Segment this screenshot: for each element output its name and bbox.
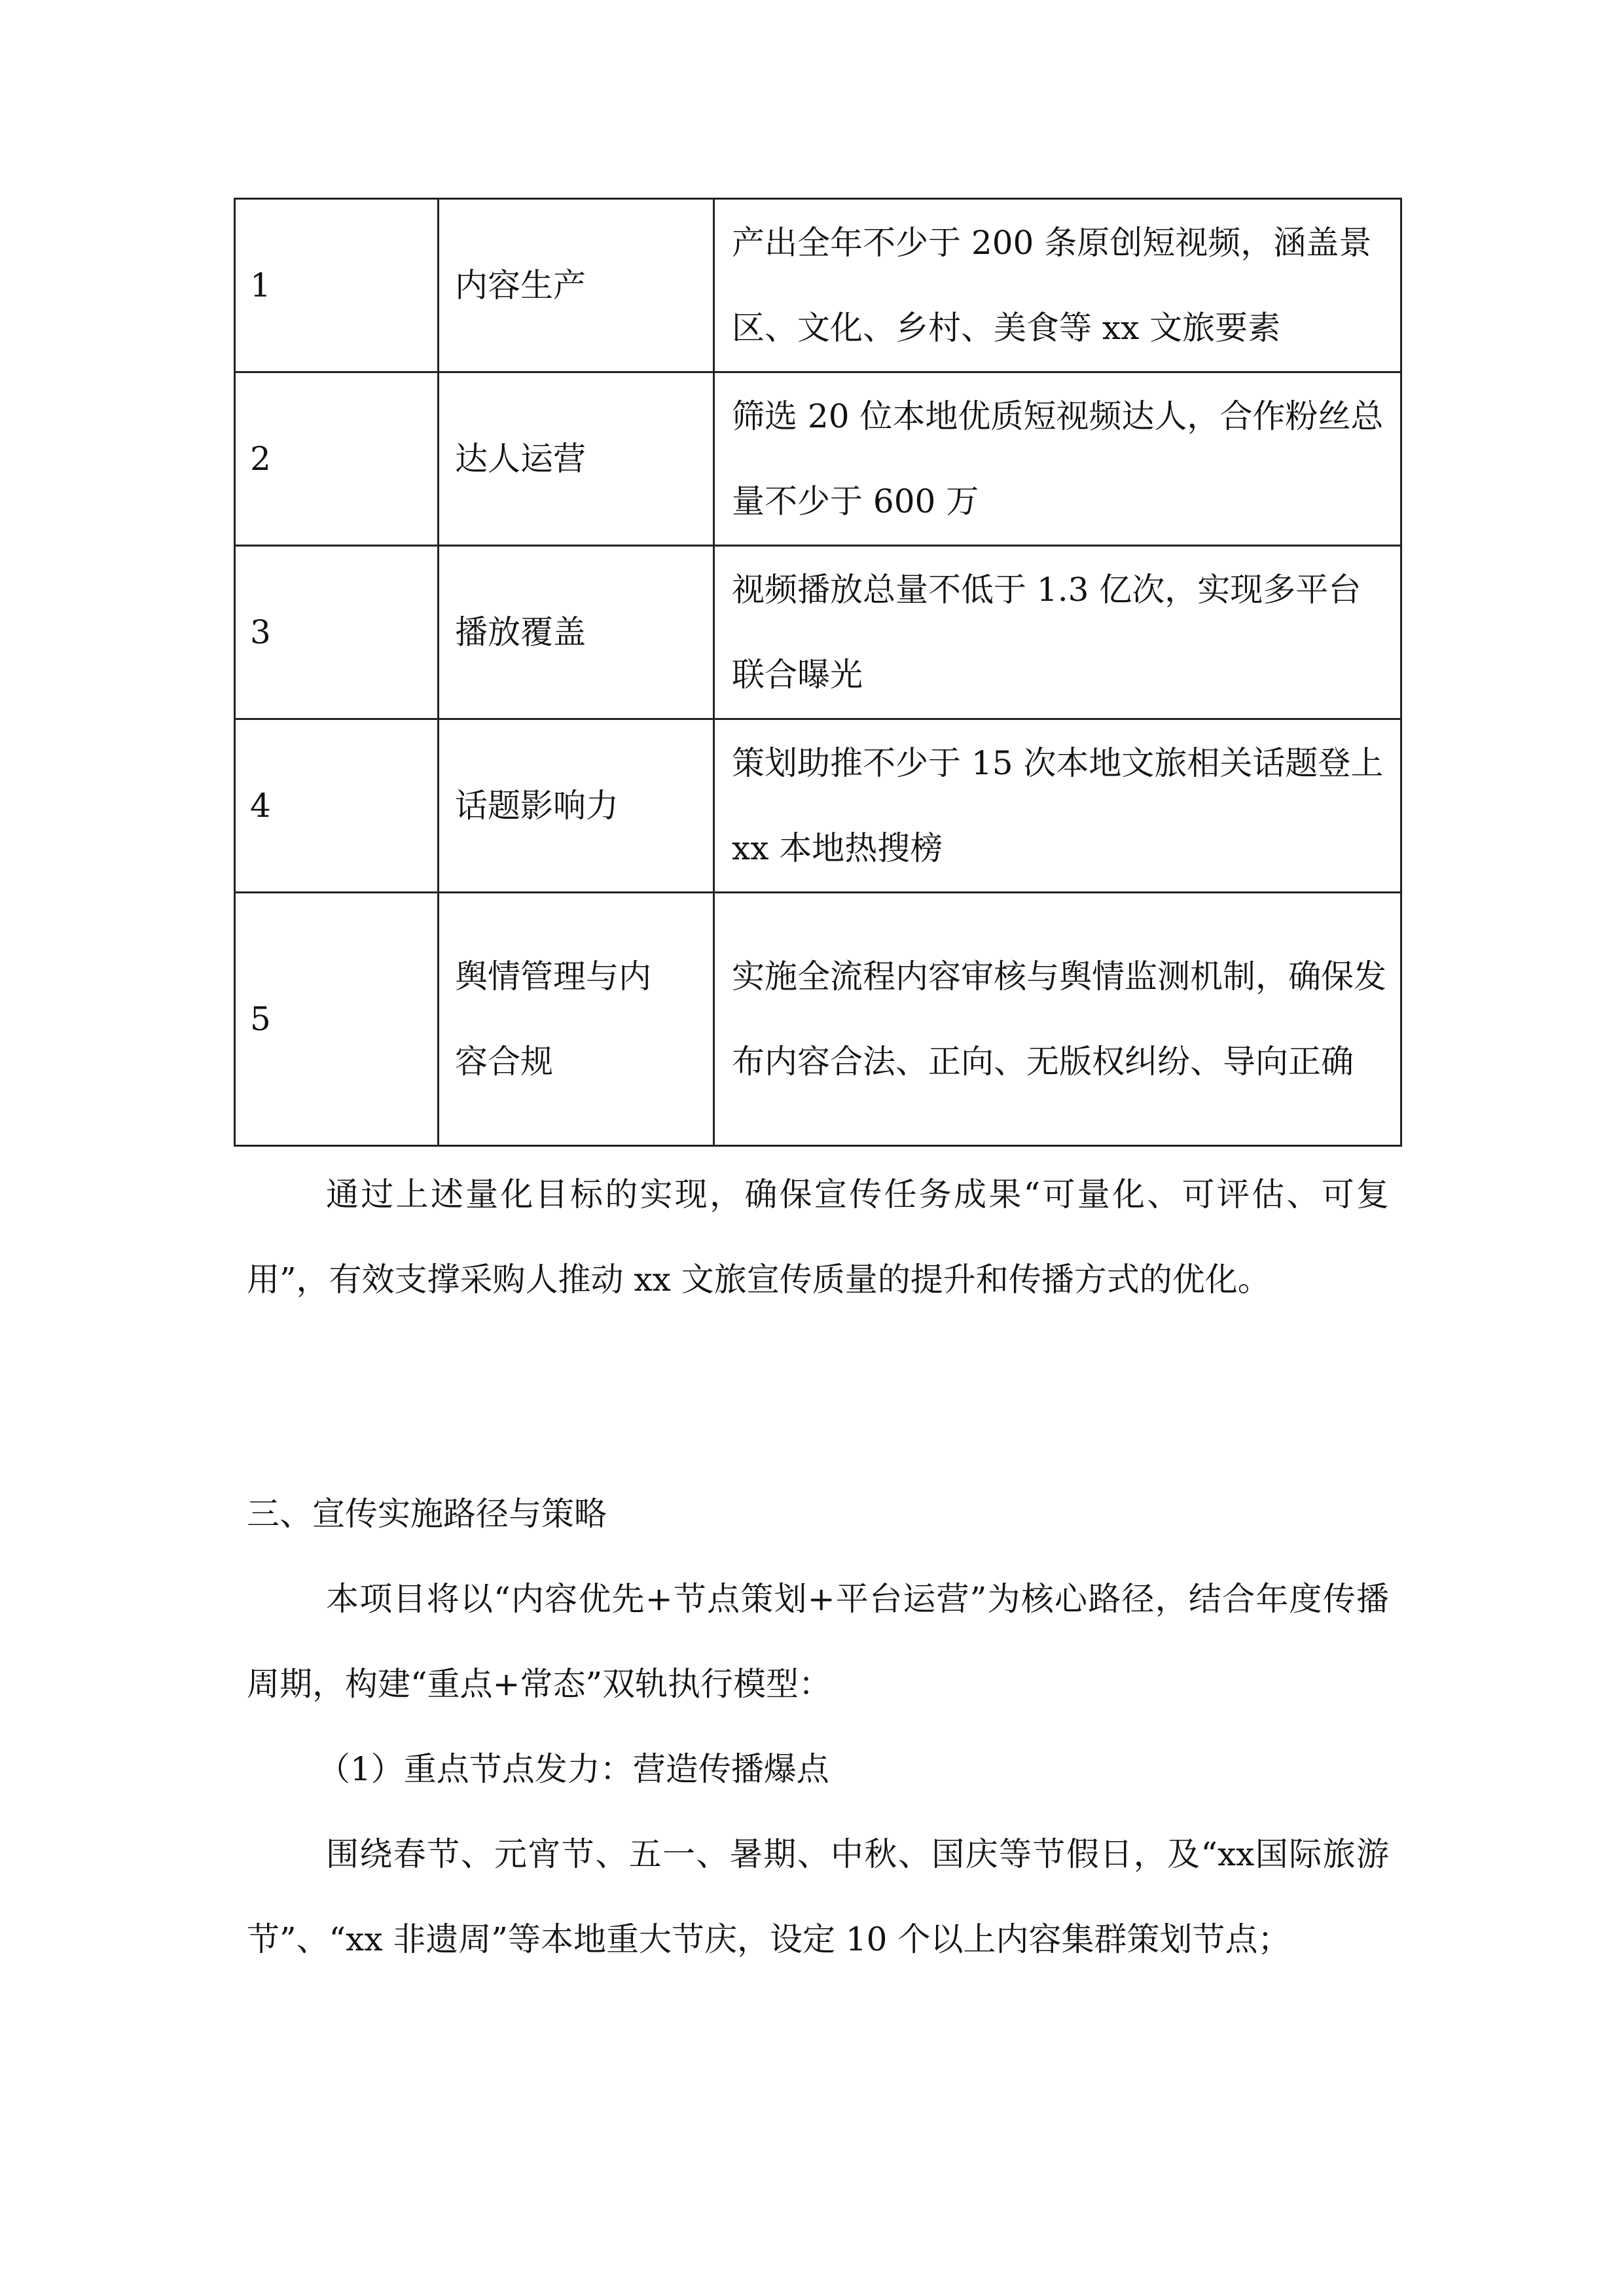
section-heading: 三、宣传实施路径与策略	[247, 1495, 607, 1533]
intro-paragraph: 本项目将以“内容优先+节点策划+平台运营”为核心路径，结合年度传播周期，构建“重点+常态”双轨执行模型：	[247, 1580, 1389, 1703]
row-item: 播放覆盖	[439, 546, 714, 719]
row-item: 达人运营	[439, 372, 714, 546]
row-number: 2	[235, 372, 439, 546]
row-number: 3	[235, 546, 439, 719]
quantified-goals-table	[234, 198, 1402, 1147]
row-item: 内容生产	[439, 199, 714, 372]
row-item: 舆情管理与内容合规	[439, 893, 714, 1146]
table-row	[235, 719, 1401, 893]
row-description: 策划助推不少于 15 次本地文旅相关话题登上 xx 本地热搜榜	[714, 719, 1401, 893]
row-description: 视频播放总量不低于 1.3 亿次，实现多平台联合曝光	[714, 546, 1401, 719]
table-row	[235, 893, 1401, 1146]
row-number: 4	[235, 719, 439, 893]
subheading: （1）重点节点发力：营造传播爆点	[317, 1750, 829, 1788]
row-number: 1	[235, 199, 439, 372]
row-item: 话题影响力	[439, 719, 714, 893]
detail-paragraph: 围绕春节、元宵节、五一、暑期、中秋、国庆等节假日，及“xx国际旅游节”、“xx 非遗周”等本地重大节庆，设定 10 个以上内容集群策划节点；	[247, 1835, 1389, 1958]
table-row	[235, 199, 1401, 372]
row-number: 5	[235, 893, 439, 1146]
row-description: 筛选 20 位本地优质短视频达人，合作粉丝总量不少于 600 万	[714, 372, 1401, 546]
row-description: 实施全流程内容审核与舆情监测机制，确保发布内容合法、正向、无版权纠纷、导向正确	[714, 893, 1401, 1146]
table-row	[235, 372, 1401, 546]
row-description: 产出全年不少于 200 条原创短视频，涵盖景区、文化、乡村、美食等 xx 文旅要素	[714, 199, 1401, 372]
table-row	[235, 546, 1401, 719]
summary-paragraph: 通过上述量化目标的实现，确保宣传任务成果“可量化、可评估、可复用”，有效支撑采购人推动 xx 文旅宣传质量的提升和传播方式的优化。	[247, 1175, 1389, 1299]
